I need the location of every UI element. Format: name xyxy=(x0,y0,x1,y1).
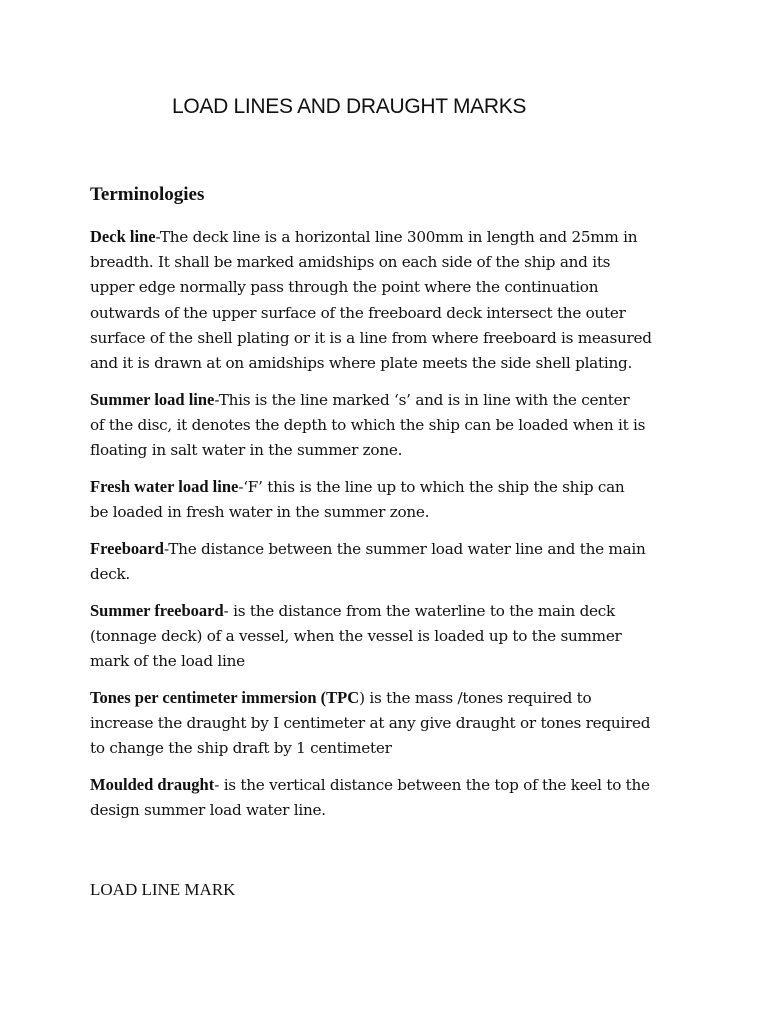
definition-line: (tonnage deck) of a vessel, when the vessel is loaded up to the summer xyxy=(90,626,622,645)
definition-text: -The distance between the summer load water line and the main xyxy=(163,539,646,558)
definition-text: -The deck line is a horizontal line 300mm in length and 25mm in xyxy=(155,228,638,246)
definition-line: increase the draught by I centimeter at any give draught or tones required xyxy=(90,713,651,732)
definition-line: surface of the shell plating or it is a line from where freeboard is measured xyxy=(90,328,652,347)
definition-line: deck. xyxy=(90,564,130,583)
term-freeboard: Freeboard xyxy=(90,538,164,558)
paragraph-summer-load-line xyxy=(90,387,690,464)
definition-line: design summer load water line. xyxy=(90,801,326,820)
term-tpc: Tones per centimeter immersion (TPC xyxy=(90,687,360,707)
definition-line: upper edge normally pass through the point where the continuation xyxy=(90,278,599,297)
section-heading-load-line-mark: LOAD LINE MARK xyxy=(90,880,236,899)
paragraph-freeboard xyxy=(90,536,690,587)
definition-line: outwards of the upper surface of the freeboard deck intersect the outer xyxy=(90,303,626,322)
paragraph-tpc xyxy=(90,685,690,762)
definition-line: mark of the load line xyxy=(90,652,245,671)
definition-line: breadth. It shall be marked amidships on each side of the ship and its xyxy=(90,253,611,272)
terminology-list xyxy=(90,224,690,834)
definition-text: - is the vertical distance between the top of the keel to the xyxy=(214,775,650,794)
definition-line: floating in salt water in the summer zone. xyxy=(90,441,403,460)
term-fresh-water-load-line: Fresh water load line xyxy=(90,476,239,496)
term-moulded-draught: Moulded draught xyxy=(90,774,215,794)
term-summer-freeboard: Summer freeboard xyxy=(90,600,224,620)
definition-line: of the disc, it denotes the depth to which the ship can be loaded when it is xyxy=(90,415,646,434)
definition-text: - is the distance from the waterline to the main deck xyxy=(223,601,615,620)
definition-line: be loaded in fresh water in the summer zone. xyxy=(90,503,430,522)
definition-line: to change the ship draft by 1 centimeter xyxy=(90,739,392,758)
paragraph-fresh-water-load-line xyxy=(90,474,690,525)
definition-text: ) is the mass /tones required to xyxy=(359,688,592,707)
paragraph-summer-freeboard xyxy=(90,598,690,675)
definition-text: -This is the line marked ‘s’ and is in line with the center xyxy=(214,390,630,409)
paragraph-moulded-draught xyxy=(90,772,690,823)
term-summer-load-line: Summer load line xyxy=(90,389,215,409)
paragraph-deck-line xyxy=(90,224,690,376)
definition-text: -‘F’ this is the line up to which the ship the ship can xyxy=(238,477,625,496)
section-heading: Terminologies xyxy=(90,184,205,205)
document-title: LOAD LINES AND DRAUGHT MARKS xyxy=(172,95,527,118)
term-deck-line: Deck line xyxy=(90,227,156,246)
definition-line: and it is drawn at on amidships where plate meets the side shell plating. xyxy=(90,354,633,373)
